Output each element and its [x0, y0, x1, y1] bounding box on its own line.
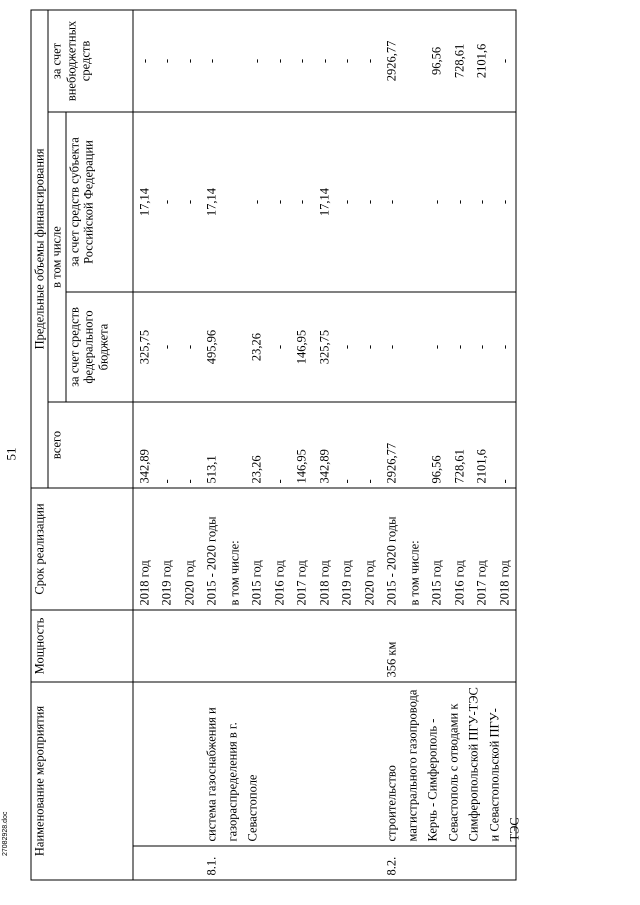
row-period: 2016 год [448, 488, 471, 610]
row-subject: - [381, 112, 404, 292]
row-subject: - [493, 112, 516, 292]
row-subject: - [471, 112, 494, 292]
row-subject: 17,14 [133, 112, 156, 292]
row-period: в том числе: [403, 488, 426, 610]
row-capacity [246, 610, 269, 682]
row-extrabudget: 96,56 [426, 10, 449, 112]
row-total: 342,89 [313, 402, 336, 488]
row-number: 8.1. [201, 846, 224, 880]
row-capacity [223, 610, 246, 682]
row-total [403, 402, 426, 488]
row-period: 2015 - 2020 годы [381, 488, 404, 610]
row-total: 23,26 [246, 402, 269, 488]
table-row [201, 10, 224, 880]
row-federal: - [358, 292, 381, 402]
row-extrabudget: 2926,77 [381, 10, 404, 112]
row-total: - [358, 402, 381, 488]
row-federal: 325,75 [133, 292, 156, 402]
row-total: - [268, 402, 291, 488]
row-total: 342,89 [133, 402, 156, 488]
row-federal: - [448, 292, 471, 402]
row-subject: - [178, 112, 201, 292]
row-extrabudget: - [358, 10, 381, 112]
row-subject: 17,14 [201, 112, 224, 292]
row-capacity: 356 км [381, 610, 404, 682]
row-subject [223, 112, 246, 292]
row-period: 2015 - 2020 годы [201, 488, 224, 610]
header-total: всего [48, 402, 132, 488]
row-number [313, 846, 336, 880]
row-number: 8.2. [381, 846, 404, 880]
row-name [291, 682, 314, 846]
row-name [156, 682, 179, 846]
row-federal: - [336, 292, 359, 402]
row-federal: 325,75 [313, 292, 336, 402]
row-period: 2015 год [246, 488, 269, 610]
table-row [358, 10, 381, 880]
row-name [268, 682, 291, 846]
row-subject: - [336, 112, 359, 292]
financing-table [31, 9, 522, 880]
row-capacity [156, 610, 179, 682]
row-capacity [313, 610, 336, 682]
row-extrabudget: - [493, 10, 516, 112]
row-number [358, 846, 381, 880]
row-extrabudget: - [246, 10, 269, 112]
row-total [223, 402, 246, 488]
row-subject: 17,14 [313, 112, 336, 292]
row-subject: - [426, 112, 449, 292]
row-number [493, 846, 516, 880]
row-capacity [471, 610, 494, 682]
row-number [448, 846, 471, 880]
table-row [336, 10, 359, 880]
row-period: 2019 год [156, 488, 179, 610]
row-federal: - [156, 292, 179, 402]
row-number [156, 846, 179, 880]
row-period: 2015 год [426, 488, 449, 610]
row-capacity [448, 610, 471, 682]
row-extrabudget: - [178, 10, 201, 112]
row-number [471, 846, 494, 880]
row-federal: - [426, 292, 449, 402]
rotated-page-content [1, 0, 640, 905]
row-name: система газоснабжения и газораспределения в г. Севастополе [201, 682, 224, 846]
row-federal: - [381, 292, 404, 402]
row-capacity [178, 610, 201, 682]
row-federal [403, 292, 426, 402]
row-capacity [426, 610, 449, 682]
row-total: - [156, 402, 179, 488]
table-row [291, 10, 314, 880]
row-total: 728,61 [448, 402, 471, 488]
row-capacity [291, 610, 314, 682]
row-period: 2018 год [493, 488, 516, 610]
row-total: 96,56 [426, 402, 449, 488]
row-extrabudget: - [133, 10, 156, 112]
table-row [133, 10, 156, 880]
row-capacity [268, 610, 291, 682]
row-period: 2020 год [358, 488, 381, 610]
row-capacity [201, 610, 224, 682]
row-number [268, 846, 291, 880]
row-number [336, 846, 359, 880]
row-period: 2017 год [471, 488, 494, 610]
row-number [291, 846, 314, 880]
header-name: Наименование мероприятия [31, 682, 133, 880]
row-subject [403, 112, 426, 292]
row-name [313, 682, 336, 846]
row-federal: - [471, 292, 494, 402]
row-capacity [358, 610, 381, 682]
page-number: 51 [3, 447, 19, 461]
row-subject: - [448, 112, 471, 292]
row-number [178, 846, 201, 880]
row-extrabudget [403, 10, 426, 112]
row-number [246, 846, 269, 880]
row-extrabudget: - [268, 10, 291, 112]
row-number [426, 846, 449, 880]
row-number [403, 846, 426, 880]
row-federal: - [178, 292, 201, 402]
row-period: 2018 год [313, 488, 336, 610]
row-period: 2017 год [291, 488, 314, 610]
header-subject: за счет средств субъекта Российской Федерации [66, 112, 133, 292]
row-subject: - [358, 112, 381, 292]
row-subject: - [246, 112, 269, 292]
header-extrabudget: за счет внебюджетных средств [48, 10, 132, 112]
table-row [268, 10, 291, 880]
row-federal: - [268, 292, 291, 402]
row-extrabudget: - [201, 10, 224, 112]
row-extrabudget [223, 10, 246, 112]
row-subject: - [291, 112, 314, 292]
header-financing-group: Предельные объемы финансирования [31, 10, 48, 488]
table-row [178, 10, 201, 880]
row-total: - [493, 402, 516, 488]
document-code: 27082928.doc [2, 811, 9, 856]
row-extrabudget: 728,61 [448, 10, 471, 112]
header-period: Срок реализации [31, 488, 133, 610]
row-federal: - [493, 292, 516, 402]
row-subject: - [268, 112, 291, 292]
row-federal: 146,95 [291, 292, 314, 402]
row-name [178, 682, 201, 846]
row-federal: 23,26 [246, 292, 269, 402]
row-extrabudget: - [156, 10, 179, 112]
row-total: - [336, 402, 359, 488]
row-total: 2926,77 [381, 402, 404, 488]
row-period: 2016 год [268, 488, 291, 610]
row-capacity [493, 610, 516, 682]
row-name [336, 682, 359, 846]
row-federal [223, 292, 246, 402]
row-period: 2020 год [178, 488, 201, 610]
header-capacity: Мощность [31, 610, 133, 682]
table-row [313, 10, 336, 880]
row-total: 513,1 [201, 402, 224, 488]
table-row [156, 10, 179, 880]
row-total: 2101,6 [471, 402, 494, 488]
row-federal: 495,96 [201, 292, 224, 402]
row-subject: - [156, 112, 179, 292]
row-total: - [178, 402, 201, 488]
row-extrabudget: - [291, 10, 314, 112]
row-capacity [403, 610, 426, 682]
row-extrabudget: 2101,6 [471, 10, 494, 112]
row-capacity [336, 610, 359, 682]
table-row [381, 10, 404, 880]
row-period: 2019 год [336, 488, 359, 610]
header-including: в том числе [48, 112, 65, 402]
row-capacity [133, 610, 156, 682]
row-period: 2018 год [133, 488, 156, 610]
row-extrabudget: - [336, 10, 359, 112]
row-extrabudget: - [313, 10, 336, 112]
table-body [133, 10, 522, 880]
row-total: 146,95 [291, 402, 314, 488]
row-number [223, 846, 246, 880]
header-federal: за счет средств федерального бюджета [66, 292, 133, 402]
row-name [133, 682, 156, 846]
row-period: в том числе: [223, 488, 246, 610]
row-name: строительство магистрального газопровода Керчь - Симферополь - Севастополь с отводами к Симферопольской ПГУ-ТЭС и Севастопольской ПГУ-ТЭС [381, 682, 404, 846]
row-name [358, 682, 381, 846]
row-number [133, 846, 156, 880]
